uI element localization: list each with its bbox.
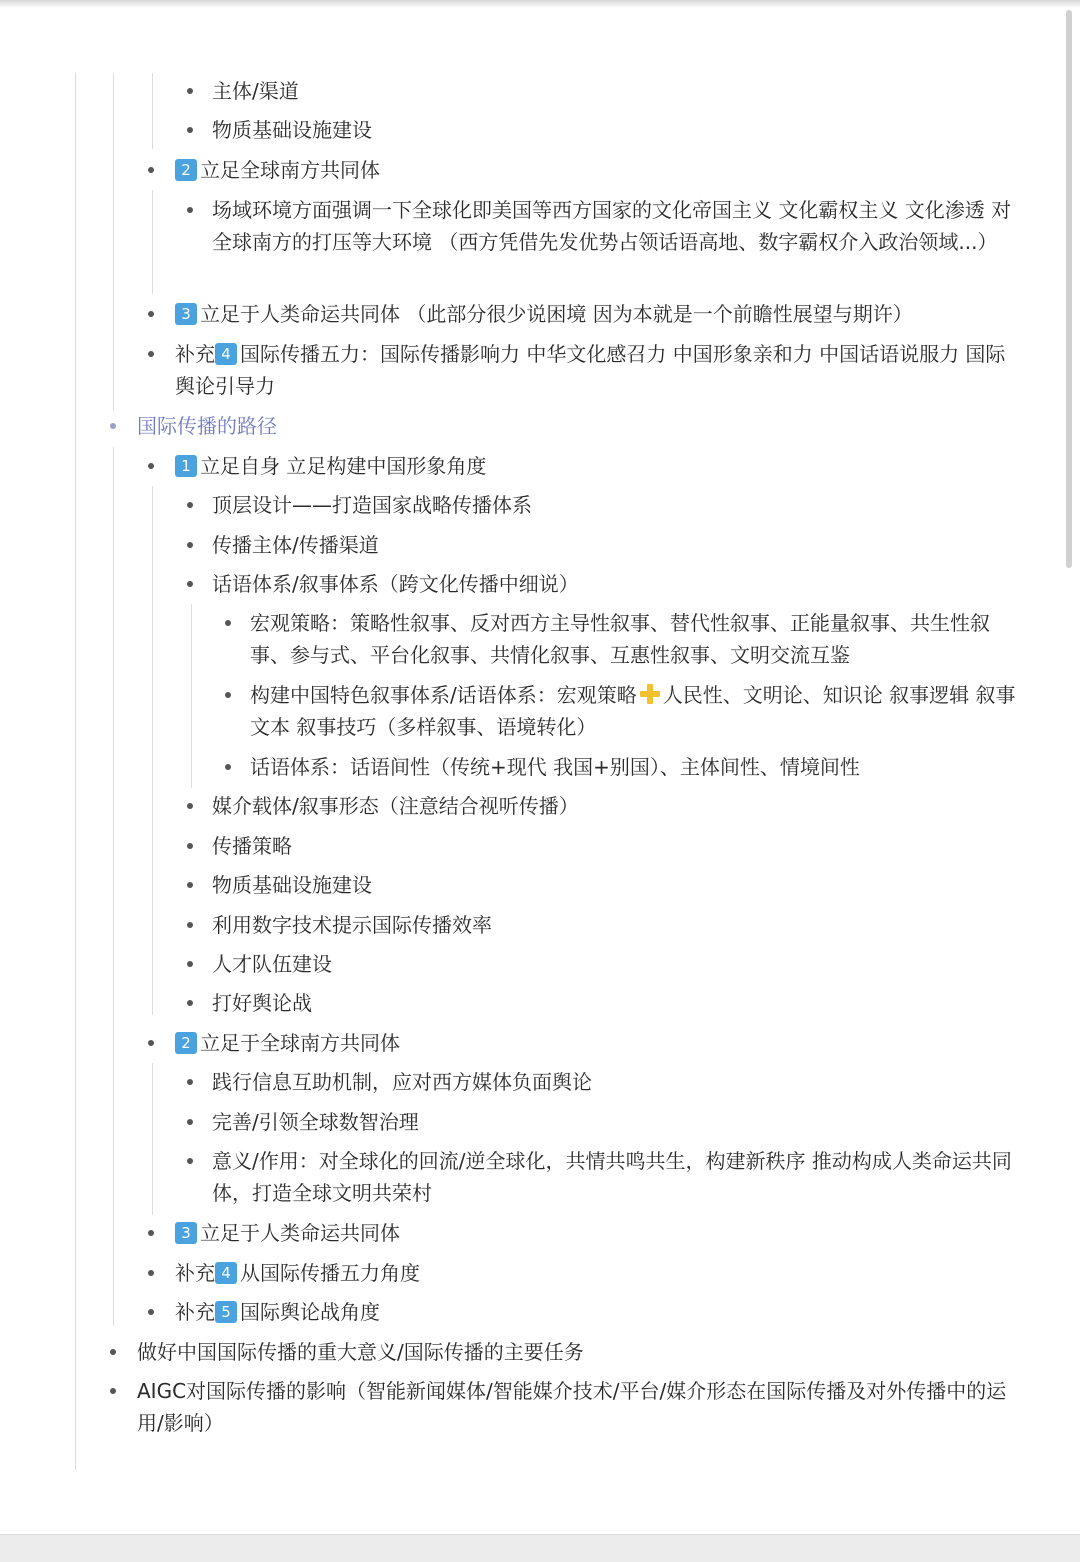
- bullet-icon: [187, 127, 193, 133]
- bullet-icon: [225, 620, 231, 626]
- bullet-icon: [187, 803, 193, 809]
- bullet-icon: [187, 1119, 193, 1125]
- bullet-icon: [187, 1158, 193, 1164]
- indent-guide: [75, 73, 76, 1470]
- list-item: 意义/作用：对全球化的回流/逆全球化，共情共鸣共生，构建新秩序 推动构成人类命运共同体，打造全球文明共荣村: [212, 1149, 1012, 1205]
- list-item: 话语体系：话语间性（传统+现代 我国+别国）、主体间性、情境间性: [250, 755, 860, 779]
- keycap-3-icon: 3: [175, 1222, 197, 1244]
- list-item: 1 立足自身 立足构建中国形象角度: [175, 450, 486, 482]
- bullet-icon: [187, 961, 193, 967]
- top-shadow: [0, 0, 1080, 8]
- list-item: 完善/引领全球数智治理: [212, 1110, 419, 1134]
- list-item: 宏观策略：策略性叙事、反对西方主导性叙事、替代性叙事、正能量叙事、共生性叙事、参与式、平台化叙事、共情化叙事、互惠性叙事、文明交流互鉴: [250, 611, 990, 667]
- indent-guide: [152, 486, 153, 1015]
- bullet-icon: [148, 1270, 154, 1276]
- list-item: 构建中国特色叙事体系/话语体系：宏观策略 人民性、文明论、知识论 叙事逻辑 叙事文本 叙事技巧（多样叙事、语境转化）: [250, 683, 1016, 739]
- list-item: 利用数字技术提示国际传播效率: [212, 913, 492, 937]
- indent-guide: [191, 604, 192, 788]
- keycap-4-icon: 4: [215, 1262, 237, 1284]
- indent-guide: [152, 1063, 153, 1215]
- bullet-icon: [225, 764, 231, 770]
- list-item: 补充 4 国际传播五力：国际传播影响力 中华文化感召力 中国形象亲和力 中国话语说服力 国际舆论引导力: [175, 342, 1006, 398]
- list-item: 传播主体/传播渠道: [212, 533, 379, 557]
- bullet-icon: [148, 1309, 154, 1315]
- list-item: 补充 5 国际舆论战角度: [175, 1300, 380, 1324]
- bullet-icon: [225, 692, 231, 698]
- list-item: 主体/渠道: [212, 79, 299, 103]
- bullet-icon: [187, 207, 193, 213]
- bullet-icon: [148, 463, 154, 469]
- indent-guide: [113, 447, 114, 1326]
- indent-guide: [113, 73, 114, 411]
- list-item: 场域环境方面强调一下全球化即美国等西方国家的文化帝国主义 文化霸权主义 文化渗透 对全球南方的打压等大环境 （西方凭借先发优势占领话语高地、数字霸权介入政治领域...）: [212, 198, 1012, 254]
- bullet-icon: [148, 167, 154, 173]
- bullet-icon: [187, 882, 193, 888]
- bullet-icon: [187, 1000, 193, 1006]
- keycap-2-icon: 2: [175, 1032, 197, 1054]
- list-item: 话语体系/叙事体系（跨文化传播中细说）: [212, 572, 579, 596]
- indent-guide: [152, 73, 153, 149]
- bottom-bar: [0, 1534, 1080, 1562]
- bullet-icon: [187, 1079, 193, 1085]
- section-heading-link[interactable]: 国际传播的路径: [137, 414, 277, 438]
- list-item: 传播策略: [212, 834, 292, 858]
- list-item: 3 立足于人类命运共同体: [175, 1217, 400, 1249]
- bullet-icon: [187, 542, 193, 548]
- bullet-icon: [187, 922, 193, 928]
- list-item: 2 立足于全球南方共同体: [175, 1027, 400, 1059]
- plus-icon: [639, 683, 661, 705]
- list-item: 媒介载体/叙事形态（注意结合视听传播）: [212, 794, 579, 818]
- bullet-icon: [110, 423, 116, 429]
- vertical-scrollbar[interactable]: [1066, 10, 1072, 568]
- bullet-icon: [187, 581, 193, 587]
- list-item: AIGC对国际传播的影响（智能新闻媒体/智能媒介技术/平台/媒介形态在国际传播及对外传播中的运用/影响）: [137, 1379, 1007, 1435]
- indent-guide: [152, 190, 153, 294]
- list-item: 物质基础设施建设: [212, 118, 372, 142]
- bullet-icon: [148, 1040, 154, 1046]
- keycap-5-icon: 5: [215, 1301, 237, 1323]
- list-item: 补充 4 从国际传播五力角度: [175, 1261, 420, 1285]
- keycap-1-icon: 1: [175, 455, 197, 477]
- bullet-icon: [110, 1349, 116, 1355]
- list-item: 做好中国国际传播的重大意义/国际传播的主要任务: [137, 1340, 584, 1364]
- list-item: 3 立足于人类命运共同体 （此部分很少说困境 因为本就是一个前瞻性展望与期许）: [175, 298, 913, 330]
- keycap-2-icon: 2: [175, 159, 197, 181]
- list-item: 践行信息互助机制，应对西方媒体负面舆论: [212, 1070, 592, 1094]
- list-item: 人才队伍建设: [212, 952, 332, 976]
- list-item: 打好舆论战: [212, 991, 312, 1015]
- bullet-icon: [187, 88, 193, 94]
- bullet-icon: [187, 843, 193, 849]
- list-item: 顶层设计——打造国家战略传播体系: [212, 493, 532, 517]
- keycap-3-icon: 3: [175, 303, 197, 325]
- bullet-icon: [187, 502, 193, 508]
- bullet-icon: [148, 351, 154, 357]
- list-item: 物质基础设施建设: [212, 873, 372, 897]
- bullet-icon: [148, 311, 154, 317]
- bullet-icon: [148, 1230, 154, 1236]
- list-item: 2 立足全球南方共同体: [175, 154, 380, 186]
- keycap-4-icon: 4: [215, 343, 237, 365]
- bullet-icon: [110, 1388, 116, 1394]
